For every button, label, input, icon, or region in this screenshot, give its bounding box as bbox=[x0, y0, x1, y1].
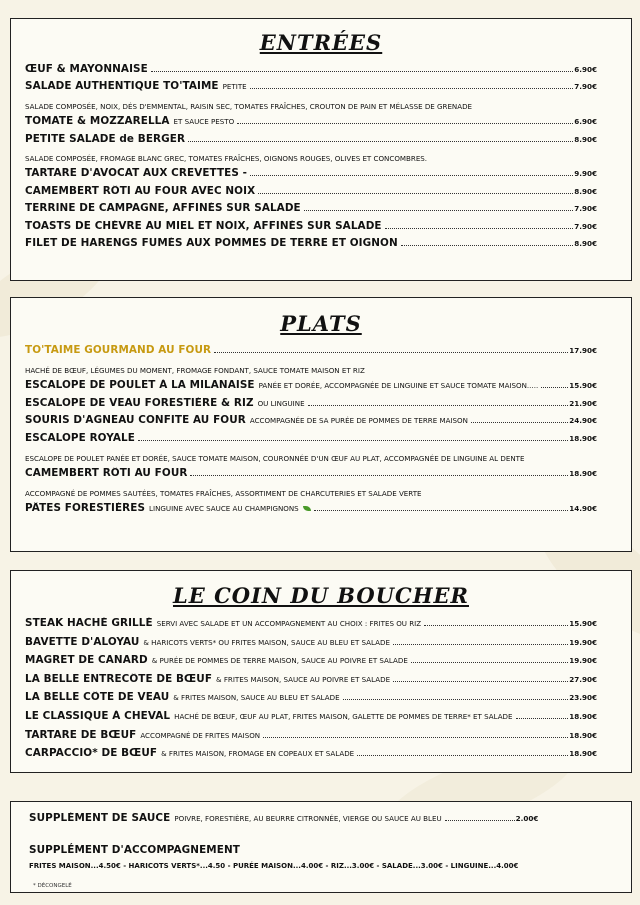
menu-item bbox=[25, 729, 597, 748]
item-price: 18.90€ bbox=[569, 469, 597, 479]
dot-leader bbox=[541, 387, 568, 388]
menu-item bbox=[25, 80, 597, 97]
boucher-title: LE COIN DU BOUCHER bbox=[172, 583, 469, 608]
item-price: 15.90€ bbox=[569, 619, 597, 628]
dot-leader bbox=[516, 718, 569, 719]
dot-leader bbox=[237, 123, 573, 124]
item-price: 21.90€ bbox=[569, 398, 597, 408]
item-name: LE CLASSIQUE À CHEVAL bbox=[25, 709, 171, 722]
item-name: TARTARE D'AVOCAT AUX CREVETTES - bbox=[25, 167, 248, 180]
item-detail-line: HACHÉ DE BŒUF, LÉGUMES DU MOMENT, FROMAGE FONDANT, SAUCE TOMATE MAISON ET RIZ bbox=[25, 365, 365, 375]
dot-leader bbox=[445, 820, 515, 821]
dot-leader bbox=[393, 681, 568, 682]
dot-leader bbox=[343, 699, 569, 700]
item-description: ET SAUCE PESTO bbox=[173, 117, 235, 127]
item-price: 9.90€ bbox=[574, 169, 597, 179]
accompaniment-supplement-list: FRITES MAISON...4.50€ - HARICOTS VERTS*...4.50 - PURÉE MAISON...4.00€ - RIZ...3.00€ - SALADE...3.00€ - LINGUINE...4.00€ bbox=[29, 862, 519, 870]
dot-leader bbox=[393, 644, 568, 645]
dot-leader bbox=[304, 210, 574, 211]
item-price: 14.90€ bbox=[569, 504, 597, 514]
dot-leader bbox=[401, 245, 573, 246]
menu-item bbox=[25, 397, 597, 415]
item-name: ŒUF & MAYONNAISE bbox=[25, 63, 148, 75]
dot-leader bbox=[138, 440, 568, 441]
dot-leader bbox=[385, 228, 574, 229]
item-name: PETITE SALADE de BERGER bbox=[25, 132, 186, 145]
item-name: BAVETTE D'ALOYAU bbox=[25, 635, 140, 648]
menu-item bbox=[25, 654, 597, 673]
item-detail-line: ESCALOPE DE POULET PANÉE ET DORÉE, SAUCE TOMATE MAISON, COURONNÉE D'UN ŒUF AU PLAT, ACCOMPAGNÉE DE LINGUINE AL DENTE bbox=[25, 453, 525, 463]
item-description: PETITE bbox=[222, 82, 247, 92]
item-name: SALADE AUTHENTIQUE TO'TAIME bbox=[25, 80, 219, 93]
dot-leader bbox=[357, 755, 568, 756]
item-description: SERVI AVEC SALADE ET UN ACCOMPAGNEMENT AU CHOIX : FRITES OU RIZ bbox=[156, 619, 422, 628]
dot-leader bbox=[308, 405, 569, 406]
item-name: PÂTES FORESTIÈRES bbox=[25, 502, 146, 515]
item-name: LA BELLE ENTRECÔTE DE BŒUF bbox=[25, 672, 213, 685]
item-name: FILET DE HARENGS FUMÉS AUX POMMES DE TERRE ET OIGNON bbox=[25, 236, 398, 249]
dot-leader bbox=[424, 625, 568, 626]
menu-item bbox=[25, 414, 597, 432]
boucher-list bbox=[11, 617, 631, 766]
boucher-section bbox=[10, 570, 632, 773]
item-price: 7.90€ bbox=[574, 82, 597, 92]
item-name: ESCALOPE ROYALE bbox=[25, 431, 135, 444]
menu-item bbox=[25, 747, 597, 766]
item-price: 6.90€ bbox=[574, 65, 597, 74]
item-detail-line: SALADE COMPOSÉE, NOIX, DÉS D'EMMENTAL, RAISIN SEC, TOMATES FRAÎCHES, CROUTON DE PAIN ET MÉLASSE DE GRENADE bbox=[25, 101, 473, 111]
item-name: MAGRET DE CANARD bbox=[25, 654, 148, 667]
menu-item bbox=[25, 63, 597, 80]
item-description: ACCOMPAGNÉE DE SA PURÉE DE POMMES DE TERRE MAISON bbox=[249, 416, 468, 426]
item-price: 7.90€ bbox=[574, 204, 597, 214]
item-price: 17.90€ bbox=[569, 346, 597, 355]
sauce-supplement-row bbox=[29, 812, 597, 834]
item-price: 27.90€ bbox=[569, 674, 597, 684]
menu-item bbox=[25, 133, 597, 150]
dot-leader bbox=[188, 141, 573, 142]
entrees-title: ENTRÉES bbox=[259, 30, 383, 55]
plats-list bbox=[11, 344, 631, 520]
item-name: ESCALOPE DE POULET À LA MILANAISE bbox=[25, 379, 255, 392]
menu-item bbox=[25, 636, 597, 655]
item-name: CAMEMBERT RÔTI AU FOUR AVEC NOIX bbox=[25, 184, 256, 197]
menu-item bbox=[25, 617, 597, 636]
item-name: STEAK HACHÉ GRILLÉ bbox=[25, 617, 153, 629]
dot-leader bbox=[263, 737, 568, 738]
dot-leader bbox=[471, 422, 568, 423]
entrees-list bbox=[11, 63, 631, 254]
dot-leader bbox=[411, 662, 568, 663]
item-price: 6.90€ bbox=[574, 117, 597, 127]
item-price: 24.90€ bbox=[569, 416, 597, 426]
item-description: PANÉE ET DORÉE, ACCOMPAGNÉE DE LINGUINE ET SAUCE TOMATE MAISON..... bbox=[258, 381, 539, 391]
item-price: 23.90€ bbox=[569, 693, 597, 703]
item-name: LA BELLE CÔTE DE VEAU bbox=[25, 691, 170, 704]
item-name: TERRINE DE CAMPAGNE, AFFINÉS SUR SALADE bbox=[25, 202, 301, 215]
item-detail-line: SALADE COMPOSÉE, FROMAGE BLANC GREC, TOMATES FRAÎCHES, OIGNONS ROUGES, OLIVES ET CONCOMBRES. bbox=[25, 153, 428, 163]
item-name: TOASTS DE CHÈVRE AU MIEL ET NOIX, AFFINÉS SUR SALADE bbox=[25, 219, 382, 232]
item-name: SOURIS D'AGNEAU CONFITE AU FOUR bbox=[25, 414, 246, 427]
entrees-section bbox=[10, 18, 632, 281]
menu-item bbox=[25, 432, 597, 450]
plats-section bbox=[10, 297, 632, 552]
dot-leader bbox=[258, 193, 573, 194]
item-price: 18.90€ bbox=[569, 433, 597, 443]
item-price: 18.90€ bbox=[569, 749, 597, 759]
item-name: ESCALOPE DE VEAU FORESTIÈRE & RIZ bbox=[25, 396, 254, 409]
item-detail-line: ACCOMPAGNÉ DE POMMES SAUTÉES, TOMATES FRAÎCHES, ASSORTIMENT DE CHARCUTERIES ET SALADE VERTE bbox=[25, 488, 422, 498]
item-description: ACCOMPAGNÉ DE FRITES MAISON bbox=[140, 730, 261, 740]
footnote: * DÉCONGELÉ bbox=[33, 883, 72, 889]
item-price: 8.90€ bbox=[574, 134, 597, 144]
supplements-section bbox=[10, 801, 632, 893]
menu-item bbox=[25, 185, 597, 202]
menu-item bbox=[25, 115, 597, 132]
menu-item bbox=[25, 220, 597, 237]
item-name: SUPPLÉMENT DE SAUCE bbox=[29, 812, 171, 824]
menu-item bbox=[25, 379, 597, 397]
item-price: 19.90€ bbox=[569, 656, 597, 666]
menu-item bbox=[25, 673, 597, 692]
item-description: LINGUINE AVEC SAUCE AU CHAMPIGNONS bbox=[149, 504, 299, 514]
menu-item bbox=[25, 237, 597, 254]
item-description: POIVRE, FORESTIÈRE, AU BEURRE CITRONNÉE, VIERGE OU SAUCE AU BLEU bbox=[174, 814, 442, 823]
item-price: 18.90€ bbox=[569, 711, 597, 721]
dot-leader bbox=[151, 71, 573, 72]
item-price: 8.90€ bbox=[574, 238, 597, 248]
menu-item bbox=[25, 167, 597, 184]
item-name: CARPACCIO* DE BŒUF bbox=[25, 747, 158, 760]
dot-leader bbox=[190, 475, 568, 476]
item-description: & FRITES MAISON, FROMAGE EN COPEAUX ET SALADE bbox=[161, 749, 355, 759]
item-price: 2.00€ bbox=[515, 814, 539, 823]
dot-leader bbox=[314, 510, 569, 511]
item-description: & FRITES MAISON, SAUCE AU POIVRE ET SALADE bbox=[216, 674, 391, 684]
plats-title: PLATS bbox=[280, 311, 362, 336]
accompaniment-supplement-title: SUPPLÉMENT D'ACCOMPAGNEMENT bbox=[29, 844, 240, 856]
item-description: & PURÉE DE POMMES DE TERRE MAISON, SAUCE AU POIVRE ET SALADE bbox=[151, 656, 408, 666]
item-price: 18.90€ bbox=[569, 730, 597, 740]
item-description: & FRITES MAISON, SAUCE AU BLEU ET SALADE bbox=[173, 693, 340, 703]
item-name: TO'TAIME GOURMAND AU FOUR bbox=[25, 344, 212, 356]
item-price: 7.90€ bbox=[574, 221, 597, 231]
item-price: 19.90€ bbox=[569, 637, 597, 647]
menu-item bbox=[25, 710, 597, 729]
item-price: 15.90€ bbox=[569, 381, 597, 391]
item-name: TARTARE DE BŒUF bbox=[25, 728, 137, 741]
item-name: CAMEMBERT RÔTI AU FOUR bbox=[25, 467, 188, 480]
dot-leader bbox=[250, 175, 573, 176]
item-description: & HARICOTS VERTS* OU FRITES MAISON, SAUCE AU BLEU ET SALADE bbox=[143, 637, 390, 647]
menu-item bbox=[25, 502, 597, 520]
item-description: HACHÉ DE BŒUF, ŒUF AU PLAT, FRITES MAISON, GALETTE DE POMMES DE TERRE* ET SALADE bbox=[174, 711, 513, 721]
item-name: TOMATE & MOZZARELLA bbox=[25, 115, 170, 128]
item-price: 8.90€ bbox=[574, 186, 597, 196]
menu-item bbox=[25, 344, 597, 362]
menu-item bbox=[25, 202, 597, 219]
menu-item bbox=[25, 467, 597, 485]
vegetarian-leaf-icon bbox=[303, 506, 311, 511]
menu-item bbox=[25, 691, 597, 710]
dot-leader bbox=[214, 352, 568, 353]
dot-leader bbox=[250, 88, 574, 89]
item-description: OU LINGUINE bbox=[257, 398, 305, 408]
